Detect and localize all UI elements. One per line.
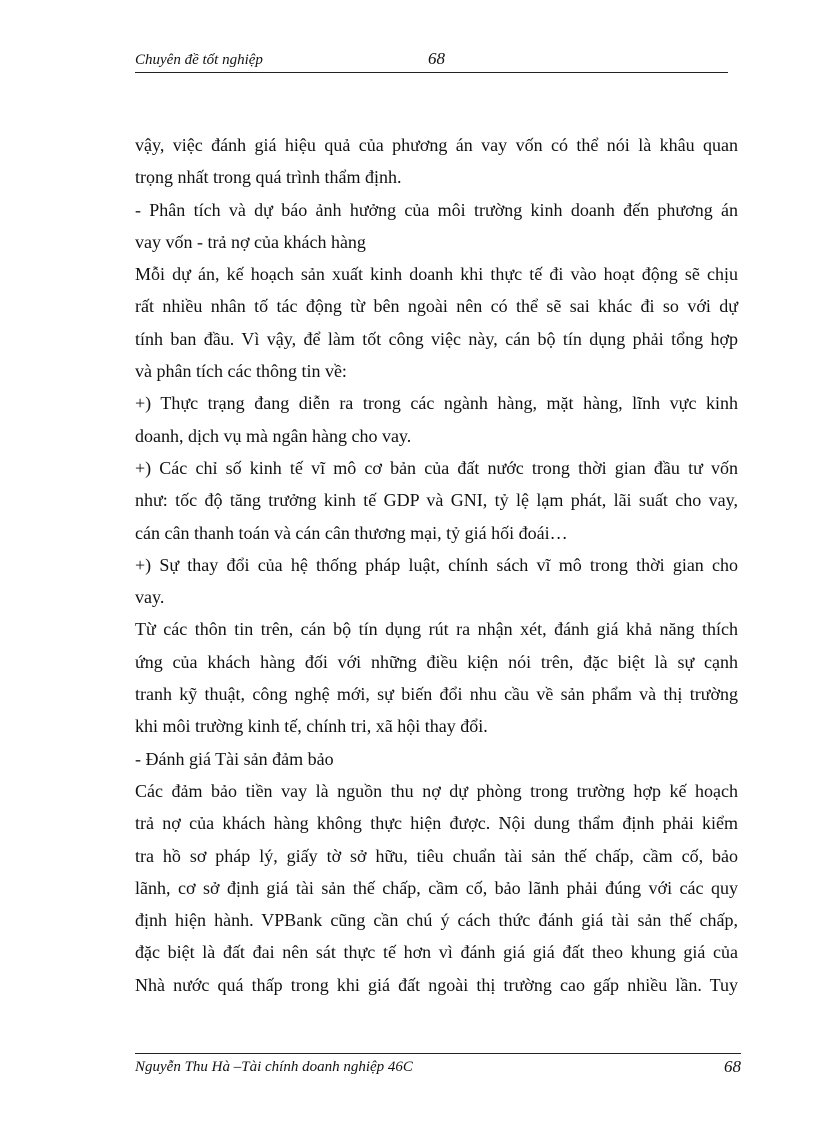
body-text	[135, 129, 738, 1001]
footer-page-number: 68	[724, 1057, 741, 1076]
body-line: Từ các thôn tin trên, cán bộ tín dụng rút ra nhận xét, đánh giá khả năng thích	[135, 619, 738, 640]
body-line: Các đảm bảo tiền vay là nguồn thu nợ dự phòng trong trường hợp kế hoạch	[135, 780, 738, 801]
body-line: - Phân tích và dự báo ảnh hưởng của môi trường kinh doanh đến phương án	[135, 199, 738, 220]
footer-author: Nguyễn Thu Hà –Tài chính doanh nghiệp 46C	[135, 1059, 413, 1075]
body-line: doanh, dịch vụ mà ngân hàng cho vay.	[135, 425, 412, 446]
body-line: Nhà nước quá thấp trong khi giá đất ngoài thị trường cao gấp nhiều lần. Tuy	[135, 974, 738, 995]
body-line: tra hồ sơ pháp lý, giấy tờ sở hữu, tiêu chuẩn tài sản thế chấp, cầm cố, bảo	[135, 845, 738, 866]
header-page-number: 68	[428, 49, 445, 68]
body-line: +) Các chỉ số kinh tế vĩ mô cơ bản của đất nước trong thời gian đầu tư vốn	[135, 457, 738, 478]
body-line: lãnh, cơ sở định giá tài sản thế chấp, cầm cố, bảo lãnh phải đúng với các quy	[135, 877, 738, 898]
page-header	[135, 50, 728, 74]
body-line: trả nợ của khách hàng không thực hiện được. Nội dung thẩm định phải kiểm	[135, 813, 738, 834]
body-line: +) Sự thay đổi của hệ thống pháp luật, chính sách vĩ mô trong thời gian cho	[135, 554, 738, 575]
body-line: khi môi trường kinh tế, chính tri, xã hội thay đổi.	[135, 716, 488, 737]
body-line: Mỗi dự án, kế hoạch sản xuất kinh doanh khi thực tế đi vào hoạt động sẽ chịu	[135, 264, 738, 285]
footer-divider	[135, 1053, 741, 1054]
body-line: vay.	[135, 587, 165, 608]
body-line: đặc biệt là đất đai nên sát thực tế hơn vì đánh giá giá đất theo khung giá của	[135, 942, 738, 963]
body-line: ứng của khách hàng đối với những điều kiện nói trên, đặc biệt là sự cạnh	[135, 651, 738, 672]
header-title: Chuyên đề tốt nghiệp	[135, 52, 263, 68]
body-line: tranh kỹ thuật, công nghệ mới, sự biến đổi nhu cầu về sản phẩm và thị trường	[135, 684, 738, 705]
body-line: tính ban đầu. Vì vậy, để làm tốt công việc này, cán bộ tín dụng phải tổng hợp	[135, 328, 738, 349]
body-line: như: tốc độ tăng trưởng kinh tế GDP và GNI, tỷ lệ lạm phát, lãi suất cho vay,	[135, 490, 738, 511]
page-footer	[135, 1057, 741, 1081]
body-line: +) Thực trạng đang diễn ra trong các ngành hàng, mặt hàng, lĩnh vực kinh	[135, 393, 738, 414]
header-divider	[135, 72, 728, 73]
body-line: và phân tích các thông tin về:	[135, 361, 347, 382]
body-line: vay vốn - trả nợ của khách hàng	[135, 231, 366, 252]
body-line: cán cân thanh toán và cán cân thương mại, tỷ giá hối đoái…	[135, 522, 568, 543]
body-line: định hiện hành. VPBank cũng cần chú ý cách thức đánh giá tài sản thế chấp,	[135, 910, 738, 931]
section-heading: - Đánh giá Tài sản đảm bảo	[135, 748, 334, 769]
body-line: vậy, việc đánh giá hiệu quả của phương án vay vốn có thể nói là khâu quan	[135, 135, 738, 155]
body-line: rất nhiều nhân tố tác động từ bên ngoài nên có thể sẽ sai khác đi so với dự	[135, 296, 738, 317]
body-line: trọng nhất trong quá trình thẩm định.	[135, 167, 402, 188]
